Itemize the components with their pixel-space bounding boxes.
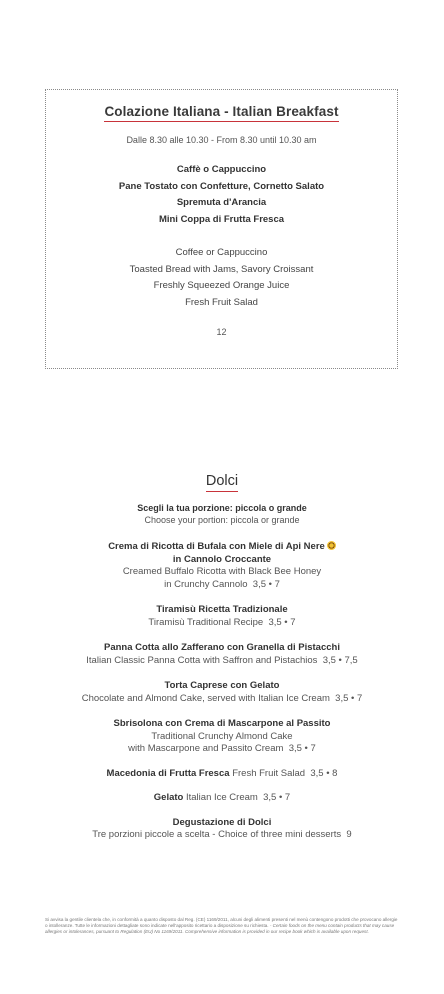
dessert-price: 3,5 • 7: [268, 616, 296, 628]
breakfast-title: Colazione Italiana - Italian Breakfast: [104, 104, 338, 122]
dessert-name-it: Degustazione di Dolci: [172, 816, 272, 828]
dessert-name-en: Tiramisù Traditional Recipe: [148, 616, 264, 628]
allergen-disclaimer: [45, 917, 400, 936]
breakfast-items-italian: [46, 162, 397, 228]
portion-note: [0, 502, 444, 526]
dessert-name-en: Tre porzioni piccole a scelta - Choice of three mini desserts: [92, 829, 342, 840]
dessert-item-panna-cotta: [0, 642, 444, 667]
list-item: Fresh Fruit Salad: [185, 296, 258, 308]
dessert-name-en: Chocolate and Almond Cake, served with Italian Ice Cream: [81, 692, 330, 704]
dessert-item-ricotta: [0, 541, 444, 591]
dessert-item-degustazione: [0, 817, 444, 842]
disclaimer-english: - Certain foods on the menu contain products that may cause allergies or intolerances, pursuant to Regulation (EU) No 1169/2011. Comprehensive information is provided in our recipe book which is available upon request.: [45, 923, 395, 935]
portion-english: Choose your portion: piccola or grande: [144, 515, 300, 525]
list-item: Coffee or Cappuccino: [175, 247, 268, 258]
dessert-price: 3,5 • 7: [288, 743, 316, 754]
dessert-item-gelato: [0, 792, 444, 805]
dessert-name-it: Sbrisolona con Crema di Mascarpone al Passito: [113, 718, 331, 729]
dessert-price: 3,5 • 7,5: [322, 654, 358, 666]
breakfast-box: [45, 89, 398, 369]
dessert-item-sbrisolona: [0, 718, 444, 756]
dessert-name-it: Panna Cotta allo Zafferano con Granella di Pistacchi: [104, 642, 340, 653]
list-item: Toasted Bread with Jams, Savory Croissant: [129, 263, 314, 275]
list-item: Caffè o Cappuccino: [176, 164, 267, 175]
dessert-item-torta-caprese: [0, 680, 444, 705]
dessert-name-en: Creamed Buffalo Ricotta with Black Bee Honey: [122, 566, 322, 577]
dessert-price: 3,5 • 7: [252, 578, 280, 590]
dessert-name-en: Italian Classic Panna Cotta with Saffron and Pistachios: [86, 654, 318, 666]
dessert-name-en: Traditional Crunchy Almond Cake: [151, 730, 293, 742]
dessert-name-it: Macedonia di Frutta Fresca: [106, 767, 230, 779]
dolci-title: Dolci: [206, 473, 238, 492]
dessert-price: 3,5 • 7: [335, 692, 363, 704]
portion-italian: Scegli la tua porzione: piccola o grande: [137, 503, 307, 513]
dessert-name-en-line2: with Mascarpone and Passito Cream: [128, 743, 284, 754]
breakfast-hours: Dalle 8.30 alle 10.30 - From 8.30 until 10.30 am: [126, 135, 317, 145]
list-item: Spremuta d'Arancia: [176, 197, 267, 208]
breakfast-price: 12: [216, 327, 227, 337]
dessert-name-it: Torta Caprese con Gelato: [164, 680, 280, 691]
dessert-name-it: Tiramisù Ricetta Tradizionale: [156, 604, 288, 615]
bee-icon: [327, 541, 336, 550]
dolci-section: [0, 472, 444, 842]
dessert-name-en: Italian Ice Cream: [186, 792, 258, 803]
dessert-name-it: Gelato: [153, 792, 184, 803]
dessert-name-en: Fresh Fruit Salad: [232, 767, 306, 779]
breakfast-items-english: [46, 245, 397, 311]
list-item: Freshly Squeezed Orange Juice: [153, 280, 290, 291]
dessert-price: 3,5 • 7: [263, 792, 291, 803]
list-item: Pane Tostato con Confetture, Cornetto Salato: [118, 180, 325, 192]
dessert-name-it: Crema di Ricotta di Bufala con Miele di Api Nere: [108, 541, 325, 552]
dessert-name-it-line2: in Cannolo Croccante: [172, 553, 272, 565]
dessert-name-en-line2: in Crunchy Cannolo: [164, 578, 248, 590]
disclaimer-italian: Si avvisa la gentile clientela che, in conformità a quanto disposto dal Reg. (CE) 1169/2011, alcuni degli alimenti presenti nel menù contengono prodotti che provocano allergie o intolleranze. Tutte le informazioni dettagliate sono indicate nell'apposito ricettario a disposizione su richiesta.: [45, 917, 398, 929]
dessert-item-tiramisu: [0, 604, 444, 629]
dessert-item-macedonia: [0, 768, 444, 781]
dessert-price: 3,5 • 8: [310, 767, 338, 779]
dessert-price: 9: [346, 829, 352, 840]
list-item: Mini Coppa di Frutta Fresca: [158, 213, 285, 225]
